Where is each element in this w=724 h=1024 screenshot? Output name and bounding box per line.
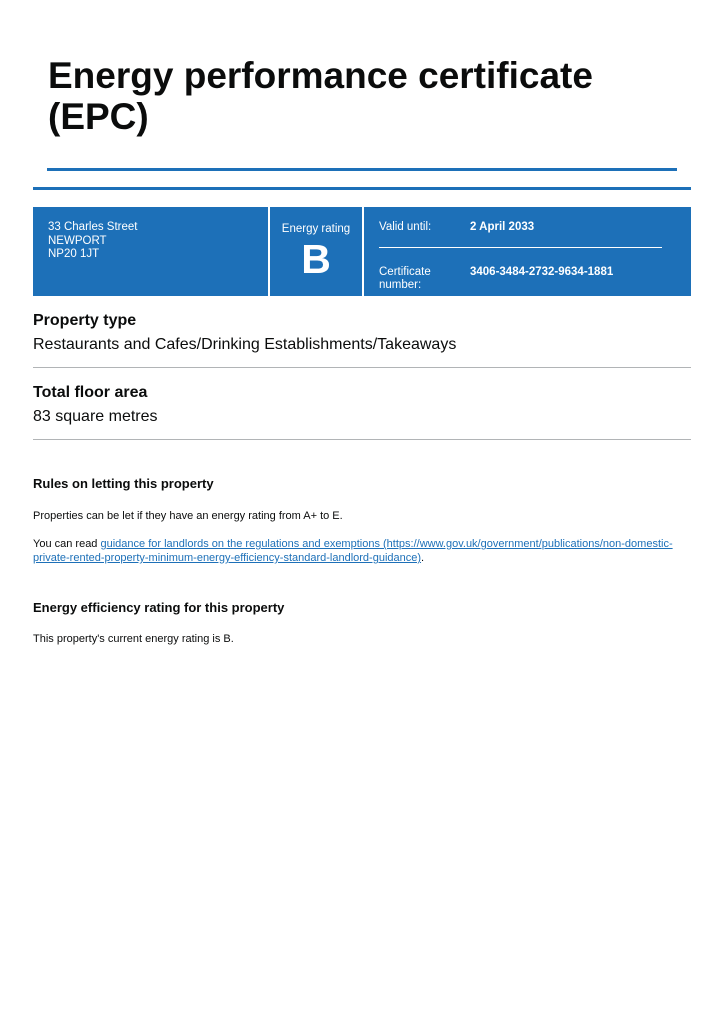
energy-rating-label: Energy rating bbox=[281, 223, 351, 235]
address-postcode: NP20 1JT bbox=[48, 248, 100, 260]
energy-rating-letter: B bbox=[301, 236, 331, 282]
details-divider bbox=[379, 247, 662, 248]
valid-until-label: Valid until: bbox=[379, 221, 432, 233]
valid-until-value: 2 April 2033 bbox=[470, 221, 535, 233]
guidance-suffix: . bbox=[421, 552, 425, 564]
valid-until-row bbox=[379, 221, 662, 234]
title-underline bbox=[47, 168, 677, 171]
energy-rating-panel bbox=[270, 207, 362, 296]
guidance-paragraph bbox=[33, 537, 673, 565]
property-type-heading: Property type bbox=[33, 312, 137, 329]
banner-top-rule bbox=[33, 187, 691, 190]
certificate-details-panel bbox=[364, 207, 691, 296]
letting-rules-heading: Rules on letting this property bbox=[33, 476, 214, 491]
guidance-link[interactable]: guidance for landlords on the regulations and exemptions bbox=[100, 538, 380, 550]
page-title: Energy performance certificate (EPC) bbox=[48, 55, 593, 137]
certificate-number-value: 3406-3484-2732-9634-1881 bbox=[470, 266, 614, 278]
address-line-1: 33 Charles Street bbox=[48, 221, 138, 233]
section-divider bbox=[33, 439, 691, 440]
guidance-link-url[interactable]: (https://www.gov.uk/government/publications/non-domestic-private-rented-property-minimum-energy-efficiency-standard-landlord-guidance) bbox=[33, 538, 673, 564]
floor-area-value: 83 square metres bbox=[33, 408, 158, 425]
efficiency-rating-paragraph: This property's current energy rating is B. bbox=[33, 633, 234, 645]
property-type-section bbox=[33, 311, 691, 355]
certificate-number-row bbox=[379, 266, 662, 292]
address-line-2: NEWPORT bbox=[48, 234, 107, 247]
section-divider bbox=[33, 367, 691, 368]
certificate-number-label: Certificate number: bbox=[379, 266, 431, 291]
summary-banner bbox=[33, 207, 691, 296]
floor-area-section bbox=[33, 383, 691, 427]
letting-rules-paragraph: Properties can be let if they have an energy rating from A+ to E. bbox=[33, 510, 343, 522]
efficiency-rating-heading: Energy efficiency rating for this property bbox=[33, 600, 285, 615]
address-panel bbox=[33, 207, 268, 296]
guidance-prefix: You can read bbox=[33, 538, 101, 550]
property-type-value: Restaurants and Cafes/Drinking Establishments/Takeaways bbox=[33, 336, 457, 353]
floor-area-heading: Total floor area bbox=[33, 384, 148, 401]
